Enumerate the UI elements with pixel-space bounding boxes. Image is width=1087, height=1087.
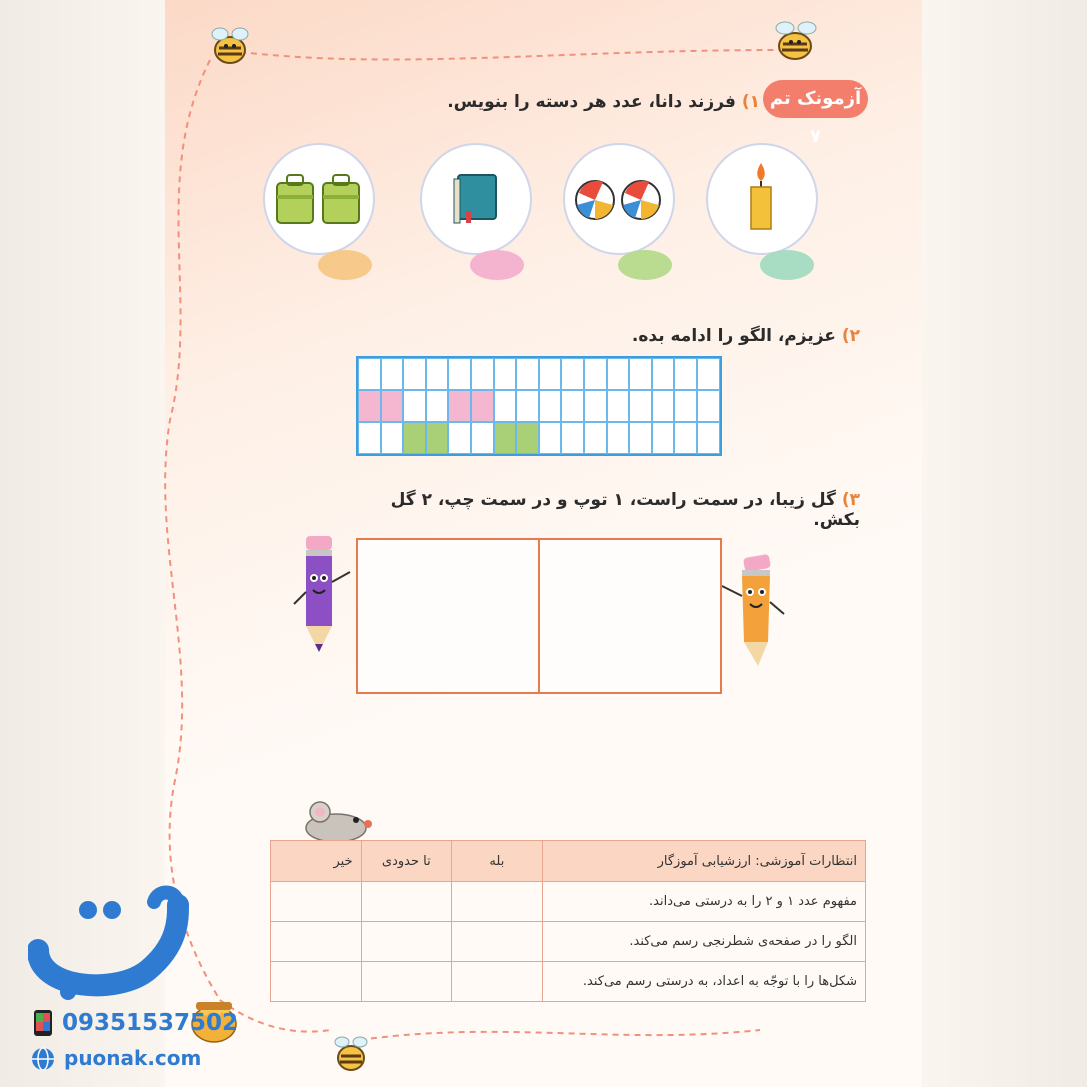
question-text: گل زیبا، در سمت راست، ۱ توپ و در سمت چپ، ۲ گل بکش.: [390, 490, 860, 530]
grid-cell[interactable]: [448, 422, 471, 454]
grid-cell[interactable]: [584, 422, 607, 454]
cell-somewhat[interactable]: [361, 962, 452, 1002]
grid-cell[interactable]: [607, 422, 630, 454]
grid-cell[interactable]: [584, 390, 607, 422]
question-text: فرزند دانا، عدد هر دسته را بنویس.: [447, 92, 736, 112]
grid-cell[interactable]: [448, 358, 471, 390]
table-row: [271, 922, 866, 962]
grid-cell[interactable]: [403, 422, 426, 454]
page-right-margin: [922, 0, 1087, 1087]
question-3: [360, 490, 860, 530]
bee-icon: [205, 22, 255, 68]
column-header-no: خیر: [271, 841, 362, 882]
grid-cell[interactable]: [426, 422, 449, 454]
drawing-area-left[interactable]: [358, 540, 538, 692]
ball-icon: [573, 177, 665, 223]
grid-cell[interactable]: [494, 390, 517, 422]
mouse-icon: [298, 798, 378, 844]
grid-cell[interactable]: [471, 390, 494, 422]
globe-icon: [30, 1046, 56, 1072]
question-2: [460, 326, 860, 346]
grid-cell[interactable]: [629, 390, 652, 422]
grid-cell[interactable]: [584, 358, 607, 390]
bag-icon: [273, 169, 365, 229]
watermark-phone: 09351537502: [62, 1010, 239, 1036]
grid-cell[interactable]: [381, 390, 404, 422]
cell-somewhat[interactable]: [361, 922, 452, 962]
grid-cell[interactable]: [561, 358, 584, 390]
grid-cell[interactable]: [358, 390, 381, 422]
grid-cell[interactable]: [516, 422, 539, 454]
expectation-text: شکل‌ها را با توجّه به اعداد، به درستی رسم می‌کند.: [542, 962, 865, 1002]
cell-no[interactable]: [271, 962, 362, 1002]
grid-cell[interactable]: [539, 390, 562, 422]
test-title-badge: آزمونک تم ۷: [763, 80, 868, 118]
grid-cell[interactable]: [561, 390, 584, 422]
grid-cell[interactable]: [697, 422, 720, 454]
grid-cell[interactable]: [629, 358, 652, 390]
grid-cell[interactable]: [403, 390, 426, 422]
drawing-area: [356, 538, 722, 694]
grid-cell[interactable]: [652, 358, 675, 390]
grid-cell[interactable]: [629, 422, 652, 454]
grid-cell[interactable]: [652, 422, 675, 454]
bee-icon: [330, 1030, 372, 1074]
grid-cell[interactable]: [674, 358, 697, 390]
cell-somewhat[interactable]: [361, 882, 452, 922]
grid-cell[interactable]: [539, 358, 562, 390]
column-header-yes: بله: [452, 841, 543, 882]
grid-cell[interactable]: [358, 422, 381, 454]
thought-bubble-book: [420, 143, 532, 255]
purple-pencil-character-icon: [290, 532, 356, 658]
grid-cell[interactable]: [516, 358, 539, 390]
grid-cell[interactable]: [697, 390, 720, 422]
drawing-area-right[interactable]: [538, 540, 720, 692]
grid-cell[interactable]: [471, 358, 494, 390]
grid-cell[interactable]: [403, 358, 426, 390]
grid-cell[interactable]: [426, 390, 449, 422]
watermark-site: puonak.com: [64, 1046, 202, 1070]
candle-icon: [746, 161, 776, 233]
grid-cell[interactable]: [381, 358, 404, 390]
grid-cell[interactable]: [516, 390, 539, 422]
orange-pencil-character-icon: [718, 552, 790, 670]
cell-no[interactable]: [271, 882, 362, 922]
question-1: [360, 92, 760, 112]
puonak-logo-icon: [28, 880, 198, 1000]
answer-bubble-balls[interactable]: [618, 250, 672, 280]
answer-bubble-book[interactable]: [470, 250, 524, 280]
grid-cell[interactable]: [697, 358, 720, 390]
grid-cell[interactable]: [448, 390, 471, 422]
phone-icon: [28, 1008, 58, 1038]
column-header-somewhat: تا حدودی: [361, 841, 452, 882]
question-text: عزیزم، الگو را ادامه بده.: [631, 326, 836, 346]
grid-cell[interactable]: [381, 422, 404, 454]
cell-yes[interactable]: [452, 922, 543, 962]
cell-no[interactable]: [271, 922, 362, 962]
table-row: [271, 882, 866, 922]
grid-cell[interactable]: [426, 358, 449, 390]
cell-yes[interactable]: [452, 962, 543, 1002]
question-number: ۳): [841, 490, 860, 510]
grid-cell[interactable]: [358, 358, 381, 390]
grid-cell[interactable]: [494, 422, 517, 454]
expectation-text: الگو را در صفحه‌ی شطرنجی رسم می‌کند.: [542, 922, 865, 962]
grid-cell[interactable]: [607, 358, 630, 390]
teacher-evaluation-table: [270, 840, 866, 1002]
expectation-text: مفهوم عدد ۱ و ۲ را به درستی می‌داند.: [542, 882, 865, 922]
grid-cell[interactable]: [561, 422, 584, 454]
pattern-grid: [356, 356, 722, 456]
answer-bubble-bags[interactable]: [318, 250, 372, 280]
cell-yes[interactable]: [452, 882, 543, 922]
grid-cell[interactable]: [674, 422, 697, 454]
grid-cell[interactable]: [539, 422, 562, 454]
grid-cell[interactable]: [674, 390, 697, 422]
thought-bubble-balls: [563, 143, 675, 255]
question-number: ۱): [741, 92, 760, 112]
thought-bubble-bags: [263, 143, 375, 255]
bee-icon: [765, 16, 827, 64]
question-number: ۲): [841, 326, 860, 346]
answer-bubble-candle[interactable]: [760, 250, 814, 280]
grid-cell[interactable]: [607, 390, 630, 422]
table-header-row: [271, 841, 866, 882]
book-icon: [450, 171, 502, 227]
grid-cell[interactable]: [471, 422, 494, 454]
grid-cell[interactable]: [494, 358, 517, 390]
grid-cell[interactable]: [652, 390, 675, 422]
column-header-expectations: انتظارات آموزشی: ارزشیابی آموزگار: [542, 841, 865, 882]
thought-bubble-candle: [706, 143, 818, 255]
table-row: [271, 962, 866, 1002]
